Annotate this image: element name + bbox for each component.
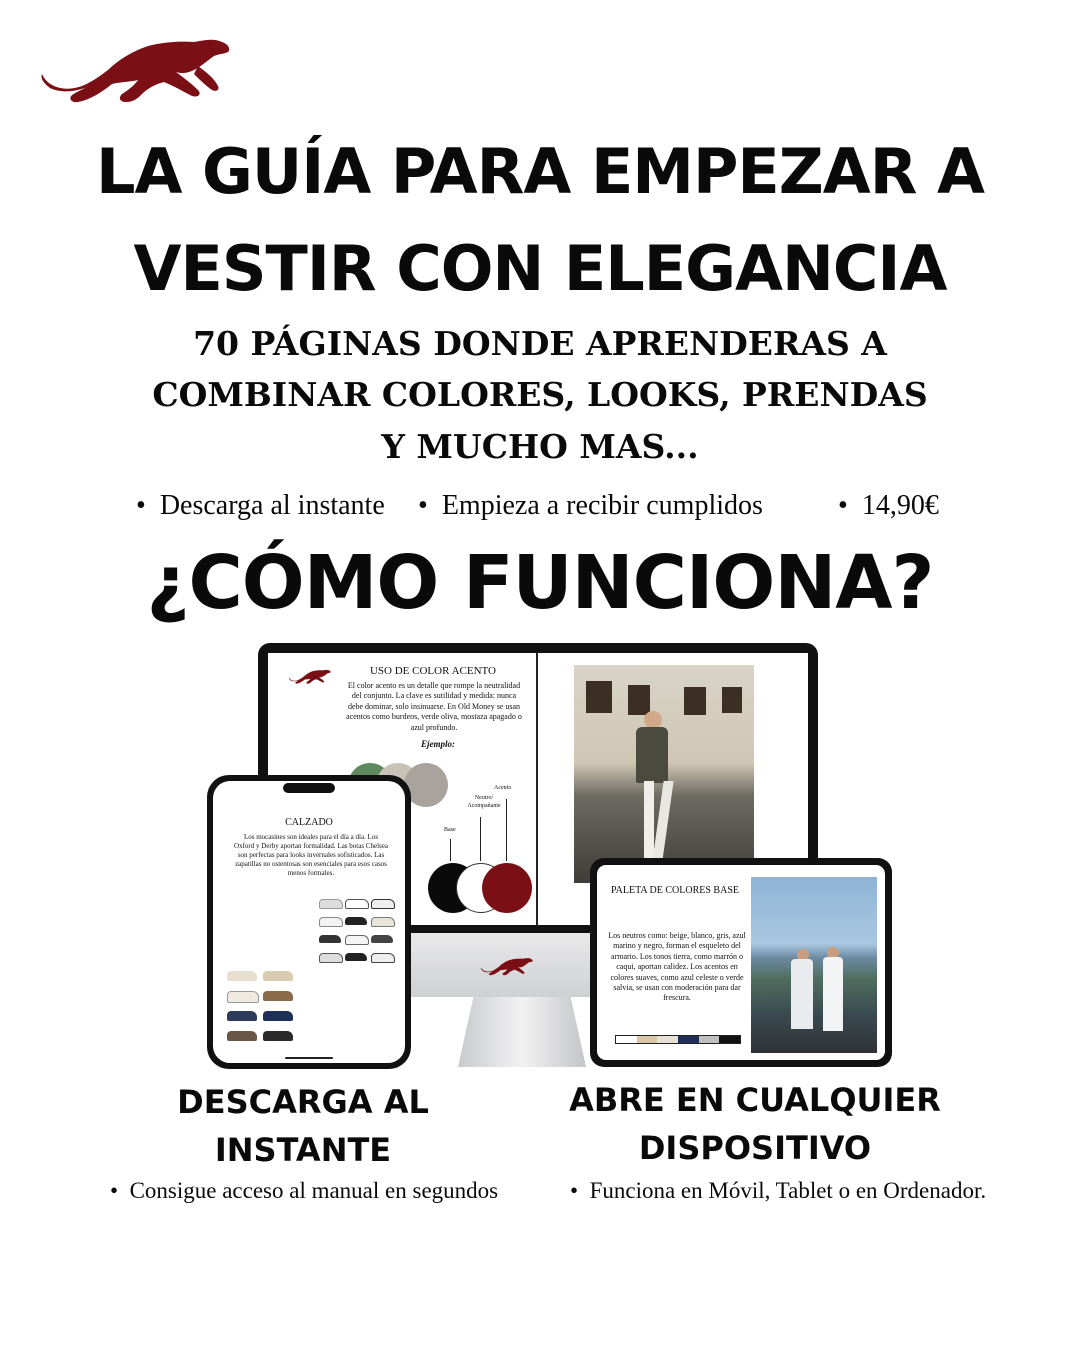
feature-download-bullet: • Consigue acceso al manual en segundos <box>110 1178 499 1203</box>
arrow-line <box>450 839 451 861</box>
subtitle-line-1: 70 PÁGINAS DONDE APRENDERAS A <box>193 324 887 363</box>
highlight-item: • Descarga al instante <box>136 490 385 521</box>
phone-page-title: CALZADO <box>285 817 333 828</box>
running-cheetah-icon <box>38 36 234 108</box>
label-neutral: Neutro/ Acompañante <box>467 795 501 809</box>
tablet-page-text: Los neutros como: beige, blanco, gris, azul marino y negro, forman el esqueleto del armario. Los tonos tierra, como marrón o caqui, aportan calidez. Los acentos en colores suaves, como azul celeste o verde salvia, se usan con moderación para dar frescura. <box>608 931 746 1003</box>
feature-device-bullet: • Funciona en Móvil, Tablet o en Ordenador. <box>570 1178 987 1203</box>
home-indicator <box>285 1057 333 1059</box>
sneaker-grid <box>319 899 399 969</box>
tablet-mockup <box>590 858 892 1067</box>
man-on-wall-photo <box>574 665 754 883</box>
phone-mockup <box>207 775 411 1069</box>
how-it-works-heading: ¿CÓMO FUNCIONA? <box>146 540 934 626</box>
label-base: Base <box>444 827 456 833</box>
main-title-line-2: VESTIR CON ELEGANCIA <box>133 232 947 305</box>
feature-device-title-1: ABRE EN CUALQUIER <box>569 1081 941 1119</box>
phone-notch <box>283 783 335 793</box>
main-title-line-1: LA GUÍA PARA EMPEZAR A <box>95 135 985 208</box>
feature-download-title-2: INSTANTE <box>214 1131 392 1169</box>
subtitle-line-3: Y MUCHO MAS... <box>381 427 699 466</box>
arrow-line <box>506 799 507 861</box>
monitor-page-title: USO DE COLOR ACENTO <box>369 665 496 677</box>
highlights-row <box>0 490 1080 526</box>
phone-screen <box>213 781 405 1063</box>
phone-page-text: Los mocasines son ideales para el día a día. Los Oxford y Derby aportan formalidad. Las botas Chelsea son perfectas para looks invernales sofisticados. Las zapatillas no ostentosas son esenciales para esos casos menos formales. <box>234 833 388 878</box>
color-palette-bar <box>615 1035 741 1044</box>
label-accent: Acento <box>494 785 512 791</box>
monitor-chin <box>408 933 598 997</box>
tablet-screen <box>597 865 885 1060</box>
subtitle-line-2: COMBINAR COLORES, LOOKS, PRENDAS <box>152 375 928 414</box>
monitor-stand <box>458 997 586 1067</box>
highlight-item: • Empieza a recibir cumplidos <box>418 490 763 521</box>
arrow-line <box>480 817 481 861</box>
tablet-page-title: PALETA DE COLORES BASE <box>610 885 739 896</box>
burgundy-swatch <box>482 863 532 913</box>
feature-download-title-1: DESCARGA AL <box>177 1083 429 1121</box>
cheetah-logo-icon <box>480 957 534 977</box>
feature-device-title-2: DISPOSITIVO <box>638 1129 872 1167</box>
highlight-item: • 14,90€ <box>838 490 939 521</box>
example-label: Ejemplo: <box>421 739 455 749</box>
loafer-grid <box>227 971 297 1047</box>
cheetah-logo-icon <box>288 669 332 685</box>
monitor-page-text: El color acento es un detalle que rompe la neutralidad del conjunto. La clave es sutilidad y medida: nunca debe dominar, solo insinuarse. En Old Money se usan acentos como burdeos, verde oliva, mostaza apagado o azul profundo. <box>346 681 522 732</box>
lake-terrace-photo <box>751 877 877 1053</box>
